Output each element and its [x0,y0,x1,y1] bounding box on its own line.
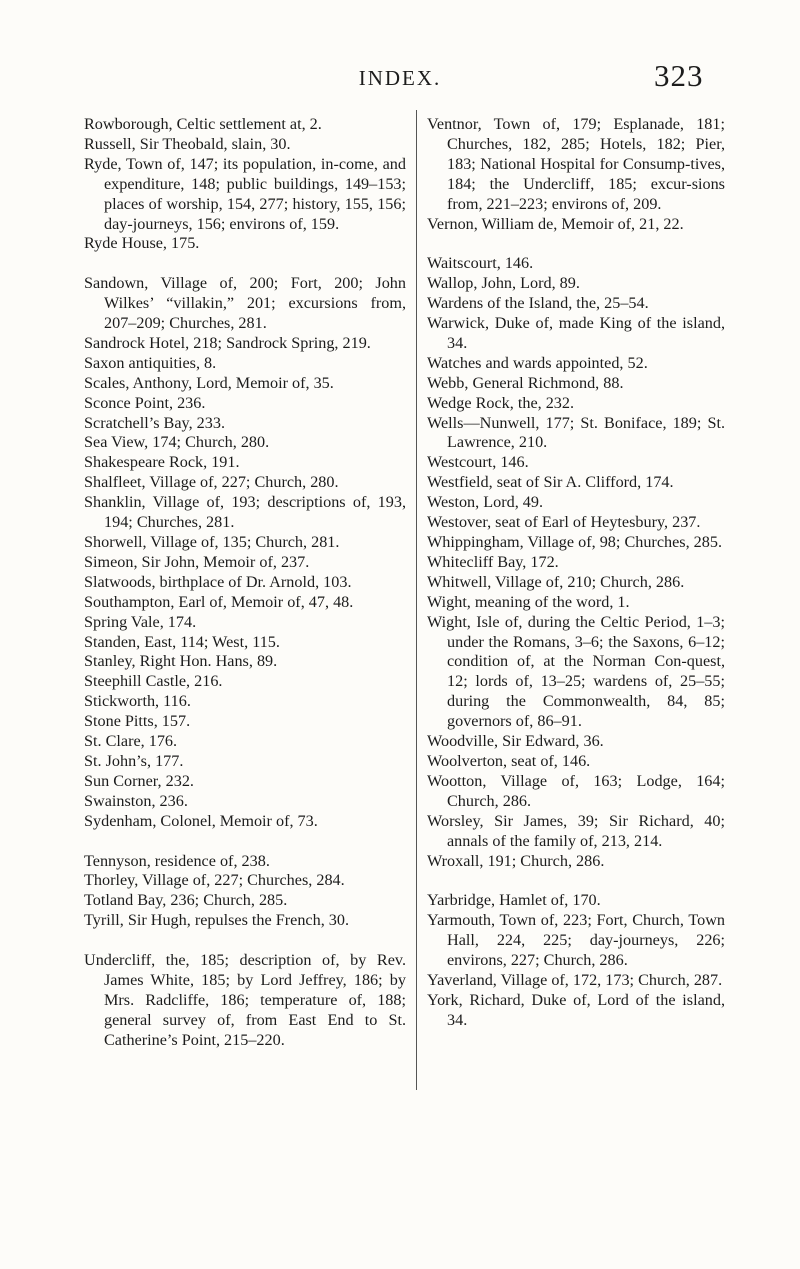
index-entry: Stanley, Right Hon. Hans, 89. [84,652,278,671]
index-entry: Spring Vale, 174. [84,612,197,631]
index-entry: Shakespeare Rock, 191. [84,453,240,472]
index-entry: Stone Pitts, 157. [84,712,191,731]
index-entry: Wight, meaning of the word, 1. [427,592,630,611]
index-entry: Shalfleet, Village of, 227; Church, 280. [84,473,339,492]
index-entry: Sun Corner, 232. [84,771,194,790]
index-entry: Rowborough, Celtic settlement at, 2. [84,115,322,133]
index-entry: Totland Bay, 236; Church, 285. [84,891,288,910]
index-entry: Ventnor, Town of, 179; Esplanade, 181; Churches, 182, 285; Hotels, 182; Pier, 183; National Hospital for Consump-tives, 184; the Undercliff, 185; excur-sions from, 221–223; environs of, 209. [427,115,725,213]
index-entry: St. John’s, 177. [84,751,184,770]
index-entry: Standen, East, 114; West, 115. [84,632,280,651]
index-entry: Sea View, 174; Church, 280. [84,433,270,452]
index-entry: Sydenham, Colonel, Memoir of, 73. [84,811,318,830]
index-column-left [84,115,406,1051]
index-entry: Saxon antiquities, 8. [84,353,217,372]
index-entry: Westfield, seat of Sir A. Clifford, 174. [427,473,674,492]
index-entry: Wroxall, 191; Church, 286. [427,851,605,870]
index-entry: Russell, Sir Theobald, slain, 30. [84,134,291,153]
index-entry: Tyrill, Sir Hugh, repulses the French, 30. [84,911,350,930]
index-entry: Scales, Anthony, Lord, Memoir of, 35. [84,373,334,392]
index-entry: Simeon, Sir John, Memoir of, 237. [84,552,310,571]
index-entry: Westover, seat of Earl of Heytesbury, 237. [427,513,701,532]
index-entry: Ryde, Town of, 147; its population, in-come, and expenditure, 148; public buildings, 149–153; places of worship, 154, 277; history, 155, 156; day-journeys, 156; environs of, 159. [84,154,406,233]
index-entry: Wootton, Village of, 163; Lodge, 164; Church, 286. [427,771,725,810]
index-entry: Yarbridge, Hamlet of, 170. [427,891,601,910]
index-entry: Woodville, Sir Edward, 36. [427,732,604,751]
index-entry: Whitwell, Village of, 210; Church, 286. [427,572,685,591]
index-entry: Sandrock Hotel, 218; Sandrock Spring, 219. [84,333,371,352]
index-entry: York, Richard, Duke of, Lord of the island, 34. [427,990,725,1029]
index-entry: Woolverton, seat of, 146. [427,751,591,770]
index-entry: Yaverland, Village of, 172, 173; Church, 287. [427,970,723,989]
index-entry: Thorley, Village of, 227; Churches, 284. [84,871,345,890]
index-entry: Worsley, Sir James, 39; Sir Richard, 40; annals of the family of, 213, 214. [427,811,725,850]
column-divider [416,110,417,1090]
index-entry: Watches and wards appointed, 52. [427,353,648,372]
index-entry: Stickworth, 116. [84,692,191,711]
index-entry: Westcourt, 146. [427,453,529,472]
index-entry: Waitscourt, 146. [427,254,534,273]
index-entry: Undercliff, the, 185; description of, by Rev. James White, 185; by Lord Jeffrey, 186; by Mrs. Radcliffe, 186; temperature of, 188; general survey of, from East End to St. Catherine’s Point, 215–220. [84,951,406,1049]
index-entry: Southampton, Earl of, Memoir of, 47, 48. [84,592,354,611]
index-entry: Warwick, Duke of, made King of the island, 34. [427,314,725,352]
index-entry: Weston, Lord, 49. [427,493,544,512]
index-entry: Steephill Castle, 216. [84,672,223,691]
running-head-title: INDEX. [358,66,442,90]
index-entry: Sandown, Village of, 200; Fort, 200; John Wilkes’ “villakin,” 201; excursions from, 207–209; Churches, 281. [84,274,406,333]
index-entry: Slatwoods, birthplace of Dr. Arnold, 103. [84,572,352,591]
index-entry: Wallop, John, Lord, 89. [427,274,580,293]
index-entry: Wells—Nunwell, 177; St. Boniface, 189; St. Lawrence, 210. [427,413,725,452]
index-entry: Scratchell’s Bay, 233. [84,413,226,432]
index-entry: Wedge Rock, the, 232. [427,393,575,412]
index-entry: Whippingham, Village of, 98; Churches, 285. [427,533,723,552]
index-entry: Shorwell, Village of, 135; Church, 281. [84,533,340,552]
index-entry: Wight, Isle of, during the Celtic Period, 1–3; under the Romans, 3–6; the Saxons, 6–12; condition of, at the Norman Con-quest, 12; lords of, 13–25; wardens of, 25–55; during the Commonwealth, 84, 85; governors of, 86–91. [427,612,725,731]
index-entry: Whitecliff Bay, 172. [427,552,559,571]
index-entry: Swainston, 236. [84,791,188,810]
page-number: 323 [654,58,704,93]
index-entry: St. Clare, 176. [84,732,178,751]
index-column-right [427,115,725,1031]
index-entry: Shanklin, Village of, 193; descriptions of, 193, 194; Churches, 281. [84,493,406,532]
index-entry: Yarmouth, Town of, 223; Fort, Church, Town Hall, 224, 225; day-journeys, 226; environs, 227; Church, 286. [427,911,725,970]
index-entry: Sconce Point, 236. [84,393,206,412]
index-entry: Tennyson, residence of, 238. [84,851,270,870]
index-entry: Wardens of the Island, the, 25–54. [427,294,649,313]
index-entry: Webb, General Richmond, 88. [427,373,624,392]
index-entry: Vernon, William de, Memoir of, 21, 22. [427,214,684,233]
index-entry: Ryde House, 175. [84,234,200,253]
